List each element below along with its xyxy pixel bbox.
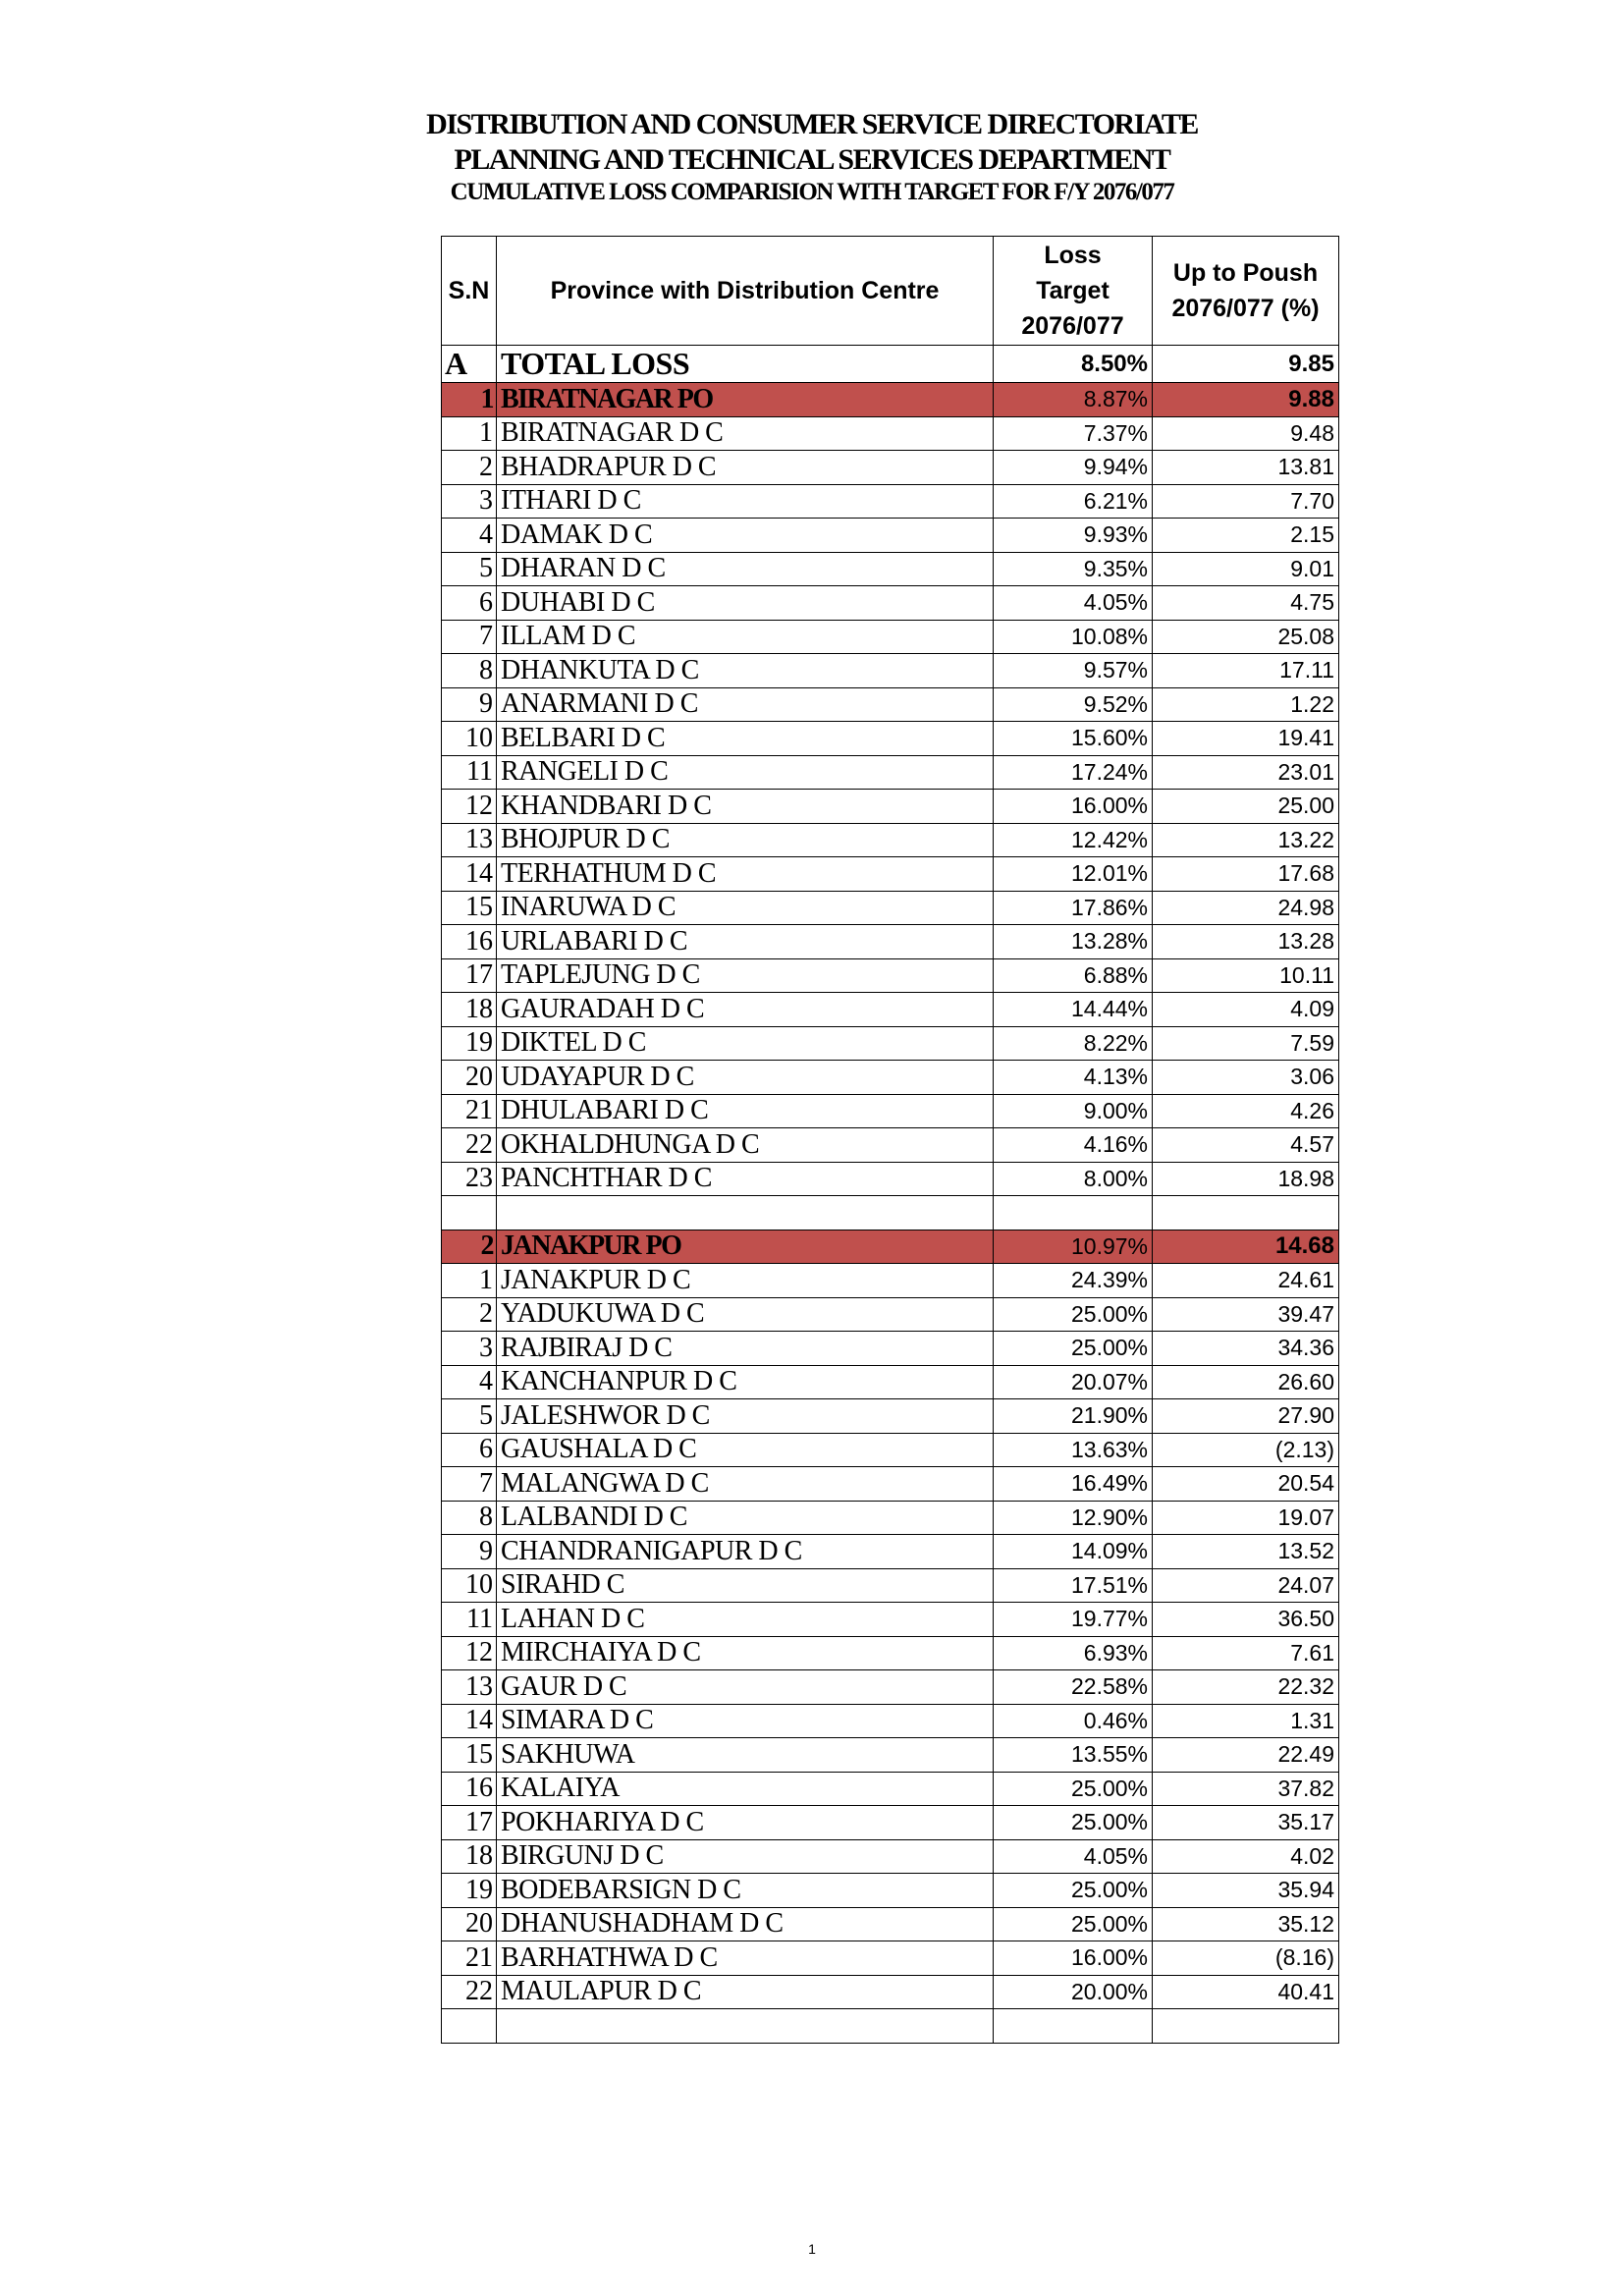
centre-name-cell: BHADRAPUR D C <box>497 451 994 485</box>
sn-cell: 7 <box>442 620 497 654</box>
centre-name-cell: DUHABI D C <box>497 586 994 621</box>
loss-target-cell: 6.93% <box>994 1636 1153 1670</box>
centre-name-cell <box>497 2009 994 2044</box>
centre-name-cell: KALAIYA <box>497 1772 994 1806</box>
table-row <box>442 1332 1339 1366</box>
up-to-poush-cell: 23.01 <box>1153 755 1339 790</box>
sn-cell: 11 <box>442 1603 497 1637</box>
up-to-poush-cell: 18.98 <box>1153 1162 1339 1196</box>
blank-row <box>442 2009 1339 2044</box>
centre-name-cell: INARUWA D C <box>497 891 994 925</box>
up-to-poush-cell: 19.07 <box>1153 1501 1339 1535</box>
up-to-poush-cell: 22.32 <box>1153 1670 1339 1705</box>
table-row <box>442 1264 1339 1298</box>
loss-target-cell: 4.05% <box>994 586 1153 621</box>
sn-cell: 1 <box>442 1264 497 1298</box>
centre-name-cell: SIRAHD C <box>497 1568 994 1603</box>
centre-name-cell: KANCHANPUR D C <box>497 1365 994 1399</box>
table-row <box>442 1365 1339 1399</box>
loss-target-cell: 6.88% <box>994 958 1153 993</box>
loss-target-cell: 4.05% <box>994 1839 1153 1874</box>
sn-cell: 12 <box>442 790 497 824</box>
loss-target-cell: 16.00% <box>994 1941 1153 1976</box>
table-header-row <box>442 237 1339 346</box>
loss-target-cell: 21.90% <box>994 1399 1153 1434</box>
centre-name-cell: MAULAPUR D C <box>497 1975 994 2009</box>
sn-cell: 21 <box>442 1094 497 1128</box>
up-to-poush-cell: 24.07 <box>1153 1568 1339 1603</box>
table-row <box>442 451 1339 485</box>
page-number: 1 <box>808 2241 816 2257</box>
loss-target-cell: 9.57% <box>994 654 1153 688</box>
loss-target-cell: 9.00% <box>994 1094 1153 1128</box>
table-row <box>442 1501 1339 1535</box>
table-row <box>442 1772 1339 1806</box>
table-row <box>442 823 1339 857</box>
loss-target-cell: 17.24% <box>994 755 1153 790</box>
loss-target-cell: 7.37% <box>994 416 1153 451</box>
table-row <box>442 1907 1339 1941</box>
up-to-poush-cell: 9.88 <box>1153 383 1339 417</box>
blank-row <box>442 1196 1339 1230</box>
up-to-poush-cell: 4.02 <box>1153 1839 1339 1874</box>
up-to-poush-cell: 40.41 <box>1153 1975 1339 2009</box>
loss-target-cell: 25.00% <box>994 1297 1153 1332</box>
sn-cell <box>442 1196 497 1230</box>
table-row <box>442 1026 1339 1061</box>
loss-target-cell: 13.63% <box>994 1433 1153 1467</box>
centre-name-cell: BELBARI D C <box>497 722 994 756</box>
centre-name-cell <box>497 1196 994 1230</box>
loss-comparison-table <box>441 236 1339 2044</box>
sn-cell: 16 <box>442 1772 497 1806</box>
table-row <box>442 1806 1339 1840</box>
up-to-poush-cell: 14.68 <box>1153 1230 1339 1264</box>
centre-name-cell: CHANDRANIGAPUR D C <box>497 1535 994 1569</box>
table-row <box>442 925 1339 959</box>
province-office-row <box>442 1230 1339 1264</box>
centre-name-cell: MALANGWA D C <box>497 1467 994 1502</box>
table-row <box>442 1568 1339 1603</box>
loss-target-cell: 15.60% <box>994 722 1153 756</box>
sn-cell: 20 <box>442 1061 497 1095</box>
centre-name-cell: ITHARI D C <box>497 484 994 519</box>
loss-target-cell: 12.42% <box>994 823 1153 857</box>
up-to-poush-cell: 17.68 <box>1153 857 1339 892</box>
loss-target-cell: 19.77% <box>994 1603 1153 1637</box>
sn-cell: 9 <box>442 1535 497 1569</box>
loss-target-cell: 8.50% <box>994 346 1153 383</box>
table-row <box>442 790 1339 824</box>
sn-cell: 13 <box>442 823 497 857</box>
centre-name-cell: DHULABARI D C <box>497 1094 994 1128</box>
centre-name-cell: ANARMANI D C <box>497 687 994 722</box>
centre-name-cell: LAHAN D C <box>497 1603 994 1637</box>
table-row <box>442 1535 1339 1569</box>
centre-name-cell: LALBANDI D C <box>497 1501 994 1535</box>
centre-name-cell: BIRGUNJ D C <box>497 1839 994 1874</box>
centre-name-cell: GAUR D C <box>497 1670 994 1705</box>
loss-target-cell: 8.87% <box>994 383 1153 417</box>
up-to-poush-cell: 13.81 <box>1153 451 1339 485</box>
centre-name-cell: DAMAK D C <box>497 519 994 553</box>
up-to-poush-cell: 10.11 <box>1153 958 1339 993</box>
table-row <box>442 654 1339 688</box>
up-to-poush-cell: 7.59 <box>1153 1026 1339 1061</box>
sn-cell: 5 <box>442 1399 497 1434</box>
sn-cell: 17 <box>442 1806 497 1840</box>
up-to-poush-cell: 19.41 <box>1153 722 1339 756</box>
loss-target-cell: 14.09% <box>994 1535 1153 1569</box>
sn-cell: 2 <box>442 1230 497 1264</box>
up-to-poush-cell <box>1153 1196 1339 1230</box>
sn-cell: 2 <box>442 451 497 485</box>
sn-cell: 10 <box>442 722 497 756</box>
loss-target-cell: 24.39% <box>994 1264 1153 1298</box>
up-to-poush-cell: 13.22 <box>1153 823 1339 857</box>
centre-name-cell: YADUKUWA D C <box>497 1297 994 1332</box>
loss-target-cell: 9.94% <box>994 451 1153 485</box>
centre-name-cell: DHARAN D C <box>497 552 994 586</box>
centre-name-cell: DIKTEL D C <box>497 1026 994 1061</box>
sn-cell: 8 <box>442 654 497 688</box>
sn-cell: 2 <box>442 1297 497 1332</box>
loss-target-cell: 14.44% <box>994 993 1153 1027</box>
sn-cell: 13 <box>442 1670 497 1705</box>
up-to-poush-cell: 4.26 <box>1153 1094 1339 1128</box>
loss-target-cell: 8.22% <box>994 1026 1153 1061</box>
table-row <box>442 755 1339 790</box>
up-to-poush-cell: 37.82 <box>1153 1772 1339 1806</box>
loss-target-cell: 16.49% <box>994 1467 1153 1502</box>
table-row <box>442 1162 1339 1196</box>
centre-name-cell: BIRATNAGAR D C <box>497 416 994 451</box>
centre-name-cell: BODEBARSIGN D C <box>497 1874 994 1908</box>
centre-name-cell: OKHALDHUNGA D C <box>497 1128 994 1163</box>
loss-target-cell: 4.13% <box>994 1061 1153 1095</box>
sn-cell: 5 <box>442 552 497 586</box>
loss-target-cell <box>994 2009 1153 2044</box>
up-to-poush-cell: 25.00 <box>1153 790 1339 824</box>
loss-target-cell: 9.93% <box>994 519 1153 553</box>
sn-cell: 3 <box>442 484 497 519</box>
table-row <box>442 1467 1339 1502</box>
up-to-poush-cell: 17.11 <box>1153 654 1339 688</box>
loss-target-cell: 9.52% <box>994 687 1153 722</box>
centre-name-cell: PANCHTHAR D C <box>497 1162 994 1196</box>
sn-cell: 8 <box>442 1501 497 1535</box>
centre-name-cell: JANAKPUR PO <box>497 1230 994 1264</box>
sn-cell: 11 <box>442 755 497 790</box>
sn-cell: 19 <box>442 1026 497 1061</box>
table-row <box>442 1975 1339 2009</box>
table-row <box>442 1839 1339 1874</box>
sn-cell: 22 <box>442 1975 497 2009</box>
up-to-poush-cell: 35.12 <box>1153 1907 1339 1941</box>
table-row <box>442 416 1339 451</box>
department-title: PLANNING AND TECHNICAL SERVICES DEPARTMENT <box>454 143 1170 176</box>
document-header <box>0 106 1624 208</box>
loss-target-cell: 13.28% <box>994 925 1153 959</box>
table-row <box>442 1603 1339 1637</box>
table-row <box>442 1738 1339 1773</box>
up-to-poush-cell <box>1153 2009 1339 2044</box>
sn-cell: 14 <box>442 857 497 892</box>
centre-name-cell: RAJBIRAJ D C <box>497 1332 994 1366</box>
up-to-poush-cell: 39.47 <box>1153 1297 1339 1332</box>
centre-name-cell: POKHARIYA D C <box>497 1806 994 1840</box>
up-to-poush-cell: 9.48 <box>1153 416 1339 451</box>
centre-name-cell: DHANUSHADHAM D C <box>497 1907 994 1941</box>
sn-cell: 15 <box>442 1738 497 1773</box>
centre-name-cell: JANAKPUR D C <box>497 1264 994 1298</box>
table-row <box>442 1061 1339 1095</box>
sn-cell: 17 <box>442 958 497 993</box>
loss-target-cell: 12.90% <box>994 1501 1153 1535</box>
province-header: Province with Distribution Centre <box>497 237 994 346</box>
up-to-poush-cell: 7.61 <box>1153 1636 1339 1670</box>
loss-target-cell: 10.97% <box>994 1230 1153 1264</box>
up-to-poush-cell: (2.13) <box>1153 1433 1339 1467</box>
sn-cell: 4 <box>442 519 497 553</box>
up-to-poush-cell: 26.60 <box>1153 1365 1339 1399</box>
table-row <box>442 552 1339 586</box>
centre-name-cell: JALESHWOR D C <box>497 1399 994 1434</box>
table-row <box>442 1874 1339 1908</box>
table-row <box>442 857 1339 892</box>
up-to-poush-cell: 20.54 <box>1153 1467 1339 1502</box>
centre-name-cell: DHANKUTA D C <box>497 654 994 688</box>
table-row <box>442 1433 1339 1467</box>
up-to-poush-cell: 9.85 <box>1153 346 1339 383</box>
table-row <box>442 519 1339 553</box>
directorate-title: DISTRIBUTION AND CONSUMER SERVICE DIRECTORIATE <box>426 108 1198 140</box>
centre-name-cell: BHOJPUR D C <box>497 823 994 857</box>
loss-target-cell: 10.08% <box>994 620 1153 654</box>
loss-target-cell: 8.00% <box>994 1162 1153 1196</box>
table-body <box>442 346 1339 2044</box>
table-row <box>442 993 1339 1027</box>
loss-target-cell: 12.01% <box>994 857 1153 892</box>
table-row <box>442 1128 1339 1163</box>
up-to-poush-cell: 9.01 <box>1153 552 1339 586</box>
table-row <box>442 484 1339 519</box>
loss-target-cell: 0.46% <box>994 1704 1153 1738</box>
table-row <box>442 1941 1339 1976</box>
loss-target-cell: 9.35% <box>994 552 1153 586</box>
up-to-poush-cell: 24.98 <box>1153 891 1339 925</box>
sn-cell <box>442 2009 497 2044</box>
loss-target-cell: 25.00% <box>994 1332 1153 1366</box>
up-to-poush-cell: 13.52 <box>1153 1535 1339 1569</box>
up-to-poush-cell: 36.50 <box>1153 1603 1339 1637</box>
sn-cell: A <box>442 346 497 383</box>
table-row <box>442 1297 1339 1332</box>
loss-target-cell <box>994 1196 1153 1230</box>
sn-cell: 4 <box>442 1365 497 1399</box>
loss-target-cell: 16.00% <box>994 790 1153 824</box>
table-row <box>442 586 1339 621</box>
sn-cell: 6 <box>442 586 497 621</box>
centre-name-cell: TERHATHUM D C <box>497 857 994 892</box>
up-to-poush-cell: 35.17 <box>1153 1806 1339 1840</box>
table-row <box>442 1670 1339 1705</box>
table-row <box>442 1399 1339 1434</box>
up-to-poush-cell: 4.57 <box>1153 1128 1339 1163</box>
loss-target-cell: 4.16% <box>994 1128 1153 1163</box>
loss-target-cell: 13.55% <box>994 1738 1153 1773</box>
up-to-poush-cell: 35.94 <box>1153 1874 1339 1908</box>
loss-target-cell: 25.00% <box>994 1806 1153 1840</box>
up-to-poush-cell: 4.09 <box>1153 993 1339 1027</box>
centre-name-cell: UDAYAPUR D C <box>497 1061 994 1095</box>
centre-name-cell: BIRATNAGAR PO <box>497 383 994 417</box>
centre-name-cell: ILLAM D C <box>497 620 994 654</box>
sn-cell: 16 <box>442 925 497 959</box>
up-to-poush-cell: 22.49 <box>1153 1738 1339 1773</box>
sn-cell: 10 <box>442 1568 497 1603</box>
centre-name-cell: SAKHUWA <box>497 1738 994 1773</box>
up-to-poush-cell: (8.16) <box>1153 1941 1339 1976</box>
centre-name-cell: BARHATHWA D C <box>497 1941 994 1976</box>
table-row <box>442 1704 1339 1738</box>
loss-target-header: Loss Target 2076/077 <box>994 237 1153 346</box>
table-row <box>442 958 1339 993</box>
table-row <box>442 1636 1339 1670</box>
sn-cell: 6 <box>442 1433 497 1467</box>
up-to-poush-cell: 13.28 <box>1153 925 1339 959</box>
sn-cell: 22 <box>442 1128 497 1163</box>
up-to-poush-cell: 24.61 <box>1153 1264 1339 1298</box>
sn-cell: 21 <box>442 1941 497 1976</box>
province-office-row <box>442 383 1339 417</box>
up-to-poush-cell: 25.08 <box>1153 620 1339 654</box>
up-to-poush-cell: 34.36 <box>1153 1332 1339 1366</box>
up-to-poush-cell: 1.31 <box>1153 1704 1339 1738</box>
report-title: CUMULATIVE LOSS COMPARISION WITH TARGET FOR F/Y 2076/077 <box>450 179 1174 205</box>
centre-name-cell: TOTAL LOSS <box>497 346 994 383</box>
centre-name-cell: GAUSHALA D C <box>497 1433 994 1467</box>
sn-cell: 3 <box>442 1332 497 1366</box>
sn-cell: 12 <box>442 1636 497 1670</box>
loss-target-cell: 25.00% <box>994 1772 1153 1806</box>
table-row <box>442 687 1339 722</box>
loss-target-cell: 6.21% <box>994 484 1153 519</box>
sn-cell: 7 <box>442 1467 497 1502</box>
loss-target-cell: 17.51% <box>994 1568 1153 1603</box>
table-row <box>442 620 1339 654</box>
up-to-poush-cell: 27.90 <box>1153 1399 1339 1434</box>
centre-name-cell: SIMARA D C <box>497 1704 994 1738</box>
up-to-poush-header: Up to Poush 2076/077 (%) <box>1153 237 1339 346</box>
sn-cell: 14 <box>442 1704 497 1738</box>
sn-cell: 15 <box>442 891 497 925</box>
sn-cell: 9 <box>442 687 497 722</box>
centre-name-cell: URLABARI D C <box>497 925 994 959</box>
centre-name-cell: TAPLEJUNG D C <box>497 958 994 993</box>
loss-target-cell: 22.58% <box>994 1670 1153 1705</box>
up-to-poush-cell: 2.15 <box>1153 519 1339 553</box>
total-loss-row <box>442 346 1339 383</box>
sn-cell: 23 <box>442 1162 497 1196</box>
up-to-poush-cell: 3.06 <box>1153 1061 1339 1095</box>
sn-cell: 19 <box>442 1874 497 1908</box>
up-to-poush-cell: 7.70 <box>1153 484 1339 519</box>
table-row <box>442 891 1339 925</box>
sn-header: S.N <box>442 237 497 346</box>
up-to-poush-cell: 4.75 <box>1153 586 1339 621</box>
loss-target-cell: 20.00% <box>994 1975 1153 2009</box>
sn-cell: 20 <box>442 1907 497 1941</box>
table-row <box>442 1094 1339 1128</box>
sn-cell: 18 <box>442 1839 497 1874</box>
loss-target-cell: 20.07% <box>994 1365 1153 1399</box>
centre-name-cell: MIRCHAIYA D C <box>497 1636 994 1670</box>
centre-name-cell: GAURADAH D C <box>497 993 994 1027</box>
loss-target-cell: 25.00% <box>994 1874 1153 1908</box>
loss-target-cell: 25.00% <box>994 1907 1153 1941</box>
centre-name-cell: KHANDBARI D C <box>497 790 994 824</box>
up-to-poush-cell: 1.22 <box>1153 687 1339 722</box>
sn-cell: 18 <box>442 993 497 1027</box>
sn-cell: 1 <box>442 383 497 417</box>
loss-target-cell: 17.86% <box>994 891 1153 925</box>
table-row <box>442 722 1339 756</box>
sn-cell: 1 <box>442 416 497 451</box>
centre-name-cell: RANGELI D C <box>497 755 994 790</box>
